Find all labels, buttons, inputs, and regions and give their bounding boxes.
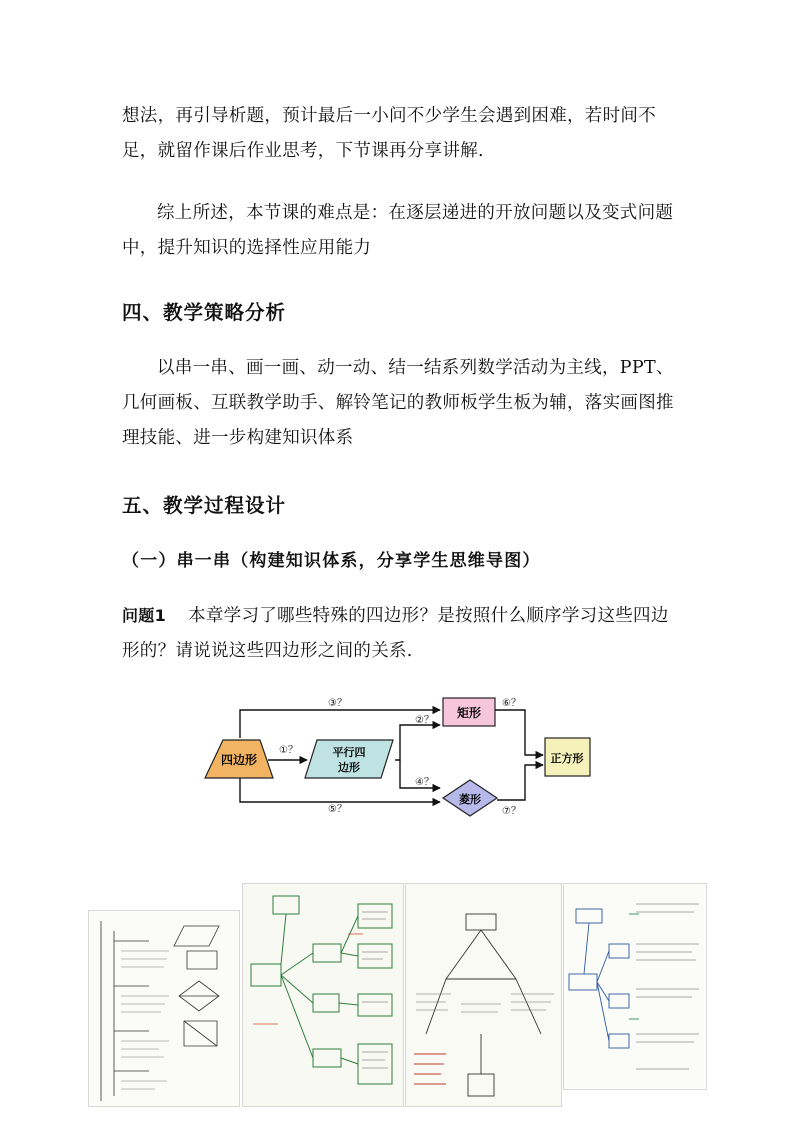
paragraph-3: 以串一串、画一画、动一动、结一结系列数学活动为主线，PPT、几何画板、互联教学助手、解铃笔记的教师板学生板为辅，落实画图推理技能、进一步构建知识体系 xyxy=(122,358,674,448)
arrow-7 xyxy=(497,765,543,800)
mindmap-photo-3-image xyxy=(406,884,561,1106)
mindmap-photo-4 xyxy=(563,883,707,1090)
mindmap-photo-1 xyxy=(88,910,240,1107)
mindmap-photo-2 xyxy=(242,883,404,1107)
svg-text:菱形: 菱形 xyxy=(459,793,481,806)
heading-teaching-process: 五、教学过程设计 xyxy=(122,494,287,517)
mindmap-photo-4-image xyxy=(564,884,706,1089)
svg-text:平行四: 平行四 xyxy=(332,746,366,759)
problem-1 xyxy=(122,598,682,669)
svg-text:边形: 边形 xyxy=(338,761,360,774)
label-6: ⑥？ xyxy=(502,698,521,709)
quadrilateral-relationship-diagram xyxy=(195,690,605,840)
arrow-6 xyxy=(495,710,543,755)
label-1: ①？ xyxy=(279,745,298,756)
mindmap-photo-2-image xyxy=(243,884,403,1106)
mindmap-photo-1-image xyxy=(89,911,239,1106)
arrow-2 xyxy=(395,725,440,760)
label-3: ③？ xyxy=(328,698,347,709)
paragraph-1: 想法，再引导析题，预计最后一小问不少学生会遇到困难，若时间不足，就留作课后作业思考，下节课再分享讲解. xyxy=(122,106,656,161)
svg-text:矩形: 矩形 xyxy=(456,706,482,720)
label-7: ⑦？ xyxy=(502,806,521,817)
svg-text:四边形: 四边形 xyxy=(220,753,258,767)
label-4: ④？ xyxy=(415,777,434,788)
arrow-3 xyxy=(240,710,440,738)
svg-text:正方形: 正方形 xyxy=(550,752,584,765)
problem-text: 本章学习了哪些特殊的四边形？是按照什么顺序学习这些四边形的？请说说这些四边形之间的关系. xyxy=(122,606,669,661)
label-5: ⑤？ xyxy=(328,804,347,815)
problem-label: 问题1 xyxy=(122,606,167,625)
subheading-chain: （一）串一串（构建知识体系，分享学生思维导图） xyxy=(122,551,541,571)
mindmap-photo-3 xyxy=(405,883,562,1107)
label-2: ②？ xyxy=(415,715,434,726)
paragraph-2: 综上所述，本节课的难点是：在逐层递进的开放问题以及变式问题中，提升知识的选择性应用能力 xyxy=(122,203,674,258)
heading-teaching-strategy: 四、教学策略分析 xyxy=(122,301,287,324)
